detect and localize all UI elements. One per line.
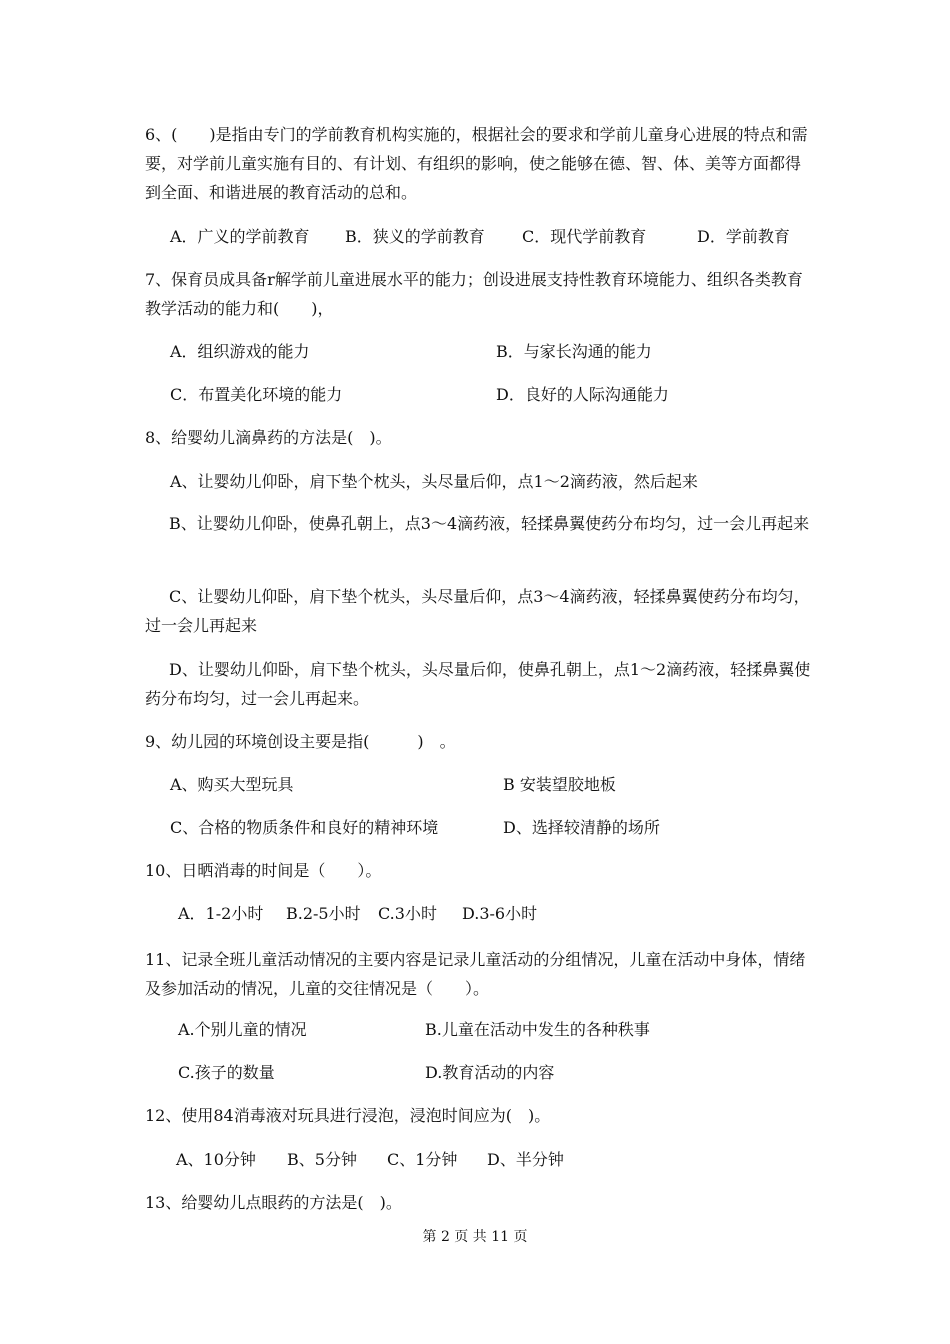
question-9-option-a: A、购买大型玩具: [170, 775, 294, 794]
question-11-stem: 11、记录全班儿童活动情况的主要内容是记录儿童活动的分组情况，儿童在活动中身体，情绪及参加活动的情况，儿童的交往情况是（ ）。: [145, 950, 806, 998]
question-10-option-a: A．1-2小时: [178, 904, 264, 923]
question-6-option-c: C．现代学前教育: [522, 227, 647, 246]
question-12-option-a: A、10分钟: [176, 1150, 256, 1169]
question-6-stem: 6、( )是指由专门的学前教育机构实施的，根据社会的要求和学前儿童身心进展的特点和需要，对学前儿童实施有目的、有计划、有组织的影响，使之能够在德、智、体、美等方面都得到全面、和谐进展的教育活动的总和。: [145, 125, 808, 202]
question-6-option-d: D．学前教育: [697, 227, 790, 246]
question-6-option-b: B．狭义的学前教育: [345, 227, 485, 246]
question-10-option-d: D.3-6小时: [462, 904, 538, 923]
question-11-option-a: A.个别儿童的情况: [178, 1020, 307, 1039]
question-7-option-d: D．良好的人际沟通能力: [496, 385, 669, 404]
question-6-option-a: A．广义的学前教育: [170, 227, 310, 246]
question-8-option-c: C、让婴幼儿仰卧，肩下垫个枕头，头尽量后仰，点3～4滴药液，轻揉鼻翼使药分布均匀，过一会儿再起来: [145, 587, 810, 635]
question-7-option-a: A．组织游戏的能力: [170, 342, 310, 361]
question-9-option-c: C、合格的物质条件和良好的精神环境: [170, 818, 439, 837]
question-11-option-d: D.教育活动的内容: [425, 1063, 555, 1082]
question-9-option-b: B 安装望胶地板: [503, 775, 616, 794]
question-10-option-b: B.2-5小时: [286, 904, 361, 923]
question-11-option-c: C.孩子的数量: [178, 1063, 275, 1082]
question-7-stem: 7、保育员成具备r解学前儿童进展水平的能力；创设进展支持性教育环境能力、组织各类教育教学活动的能力和( )，: [145, 270, 803, 318]
question-9-stem: 9、幼儿园的环境创设主要是指( ) 。: [145, 732, 456, 751]
question-9-option-d: D、选择较清静的场所: [503, 818, 660, 837]
question-8-option-a: A、让婴幼儿仰卧，肩下垫个枕头，头尽量后仰，点1～2滴药液，然后起来: [170, 472, 698, 491]
question-12-option-d: D、半分钟: [487, 1150, 564, 1169]
question-13-stem: 13、给婴幼儿点眼药的方法是( )。: [145, 1193, 402, 1212]
question-8-option-d: D、让婴幼儿仰卧，肩下垫个枕头，头尽量后仰，使鼻孔朝上，点1～2滴药液，轻揉鼻翼使药分布均匀，过一会儿再起来。: [145, 660, 811, 708]
question-7-option-c: C．布置美化环境的能力: [170, 385, 343, 404]
question-12-stem: 12、使用84消毒液对玩具进行浸泡，浸泡时间应为( )。: [145, 1106, 551, 1125]
question-12-option-b: B、5分钟: [287, 1150, 357, 1169]
question-12-option-c: C、1分钟: [387, 1150, 458, 1169]
page-footer: 第 2 页 共 11 页: [422, 1229, 528, 1245]
question-8-stem: 8、给婴幼儿滴鼻药的方法是( )。: [145, 428, 392, 447]
question-7-option-b: B．与家长沟通的能力: [496, 342, 652, 361]
question-8-option-b: B、让婴幼儿仰卧，使鼻孔朝上，点3～4滴药液，轻揉鼻翼使药分布均匀，过一会儿再起来: [169, 514, 810, 533]
question-11-option-b: B.儿童在活动中发生的各种秩事: [425, 1020, 650, 1039]
question-10-option-c: C.3小时: [378, 904, 437, 923]
question-10-stem: 10、日晒消毒的时间是（ ）。: [145, 861, 382, 880]
